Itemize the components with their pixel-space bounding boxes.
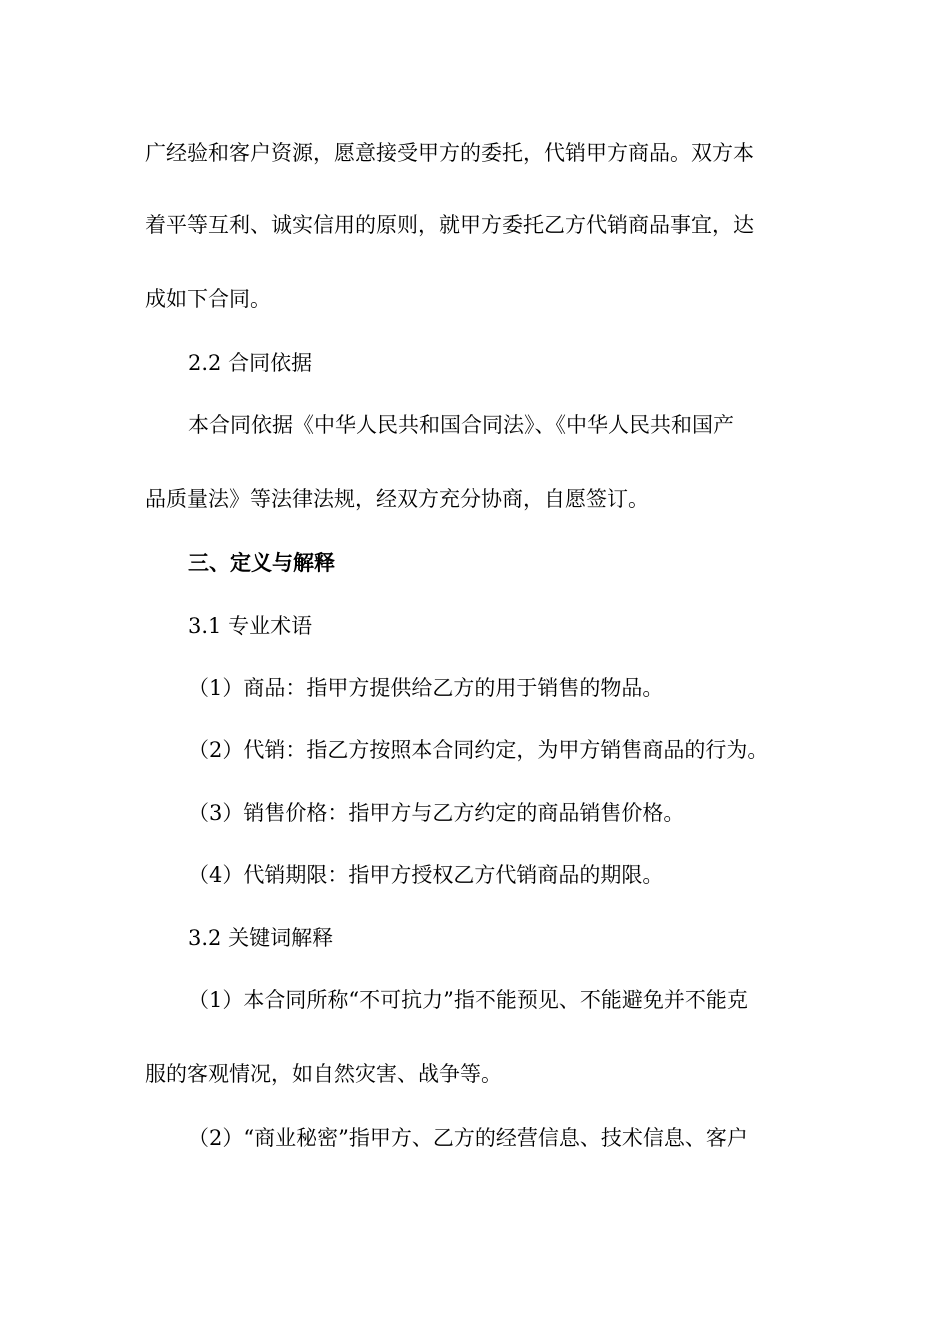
paragraph-line: 品质量法》等法律法规，经双方充分协商，自愿签订。	[145, 487, 649, 511]
list-item: （1）本合同所称“不可抗力”指不能预见、不能避免并不能克	[188, 988, 748, 1012]
list-item: （2）“商业秘密”指甲方、乙方的经营信息、技术信息、客户	[188, 1126, 748, 1150]
paragraph-line: 本合同依据《中华人民共和国合同法》、《中华人民共和国产	[188, 413, 734, 437]
list-item: （4）代销期限：指甲方授权乙方代销商品的期限。	[188, 863, 664, 887]
list-item: （1）商品：指甲方提供给乙方的用于销售的物品。	[188, 676, 664, 700]
section-heading-3-1: 3.1 专业术语	[188, 614, 313, 638]
list-item: （2）代销：指乙方按照本合同约定，为甲方销售商品的行为。	[188, 738, 769, 762]
chapter-heading-3: 三、定义与解释	[188, 550, 335, 575]
list-item: （3）销售价格：指甲方与乙方约定的商品销售价格。	[188, 801, 685, 825]
paragraph-line: 成如下合同。	[145, 287, 271, 311]
section-heading-2-2: 2.2 合同依据	[188, 351, 313, 375]
section-heading-3-2: 3.2 关键词解释	[188, 926, 334, 950]
paragraph-line: 着平等互利、诚实信用的原则，就甲方委托乙方代销商品事宜，达	[145, 213, 754, 237]
paragraph-line: 广经验和客户资源，愿意接受甲方的委托，代销甲方商品。双方本	[145, 141, 754, 165]
paragraph-line: 服的客观情况，如自然灾害、战争等。	[145, 1062, 502, 1086]
